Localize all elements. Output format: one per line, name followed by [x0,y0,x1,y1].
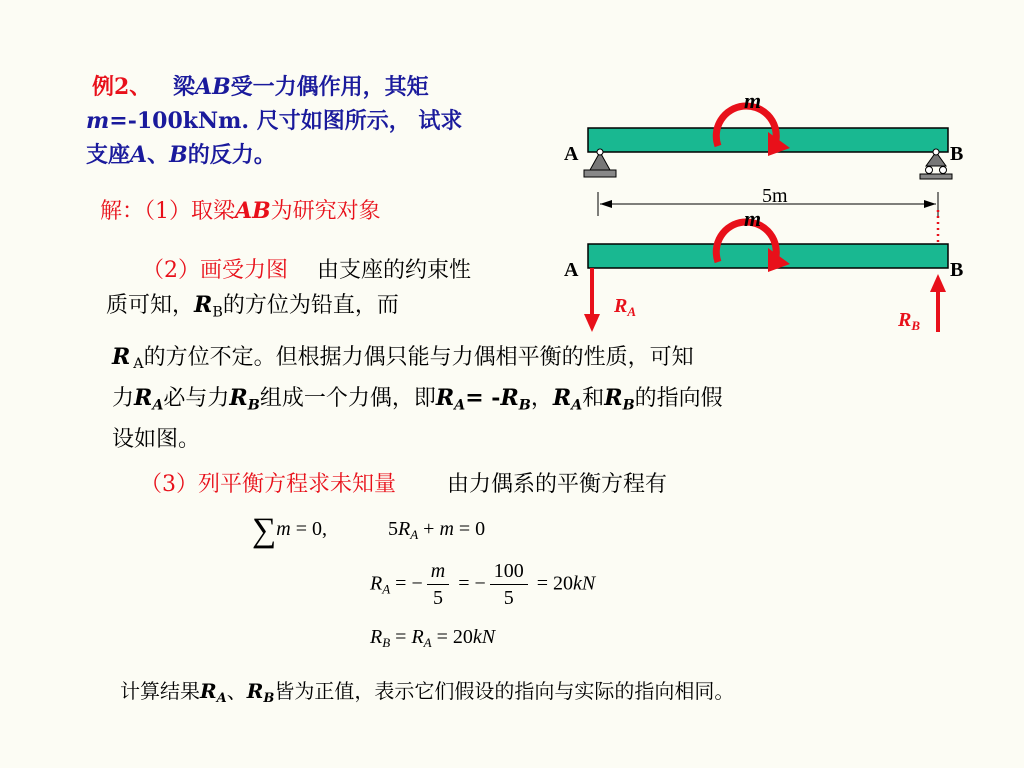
step-2-heading: （2）画受力图 [142,258,288,283]
span-label: 5m [762,185,788,207]
moment-label-top: m [744,88,762,113]
moment-label-bottom: m [744,206,762,231]
label-b-bottom: B [950,259,964,281]
label-a-top: A [564,143,579,165]
ra-subscript: A [627,304,637,319]
step-3: （3）列平衡方程求未知量 由力偶系的平衡方程有 [140,472,668,497]
beam-diagram [556,80,986,340]
problem-statement [86,70,463,172]
fraction-100-over-5: $\frac{100}{5}$ [490,560,528,610]
sigma-symbol: ∑ [252,512,277,549]
problem-line-3: 支座A、B的反力。 [86,142,276,168]
right-roller-support-icon [920,149,952,179]
step-3-heading: （3）列平衡方程求未知量 [140,472,396,497]
step-2: （2）画受力图 由支座的约束性 质可知，$R_B$的方位为铅直，而 [106,258,472,321]
explanation-paragraph: R $_A$的方位不定。但根据力偶只能与力偶相平衡的性质，可知 力$R_A$必与力$R_B$组成一个力偶，即$R_A= -R_B$，$R_A$和$R_B$的指向假 设如图。 [112,344,723,452]
step-1: 解：（1）取梁AB为研究对象 [100,198,381,224]
ra-label: R [614,295,628,317]
svg-text:RB [897,309,920,333]
fraction-m-over-5: $\frac{m}{5}$ [427,560,449,610]
top-beam-group [564,88,963,179]
label-b-top: B [950,143,964,165]
equation-moment-sum: ∑m = 0, $5R_A + m = 0$ [252,512,486,549]
equation-rb: $R_B = R_A = 20kN$ [370,626,496,650]
example-label: 例2、 [92,74,152,100]
problem-line-1: 例2、 梁AB受一力偶作用，其矩 [92,74,429,100]
rb-subscript: B [911,318,921,333]
span-dimension [598,185,938,216]
problem-line-2: m=-100kNm. 尺寸如图所示， 试求 [86,108,463,134]
equation-ra: $R_A$ = − $\frac{m}{5}$ = − $\frac{100}{5}$ = 20kN [370,560,596,609]
conclusion: 计算结果$R_A$、$R_B$皆为正值，表示它们假设的指向与实际的指向相同。 [120,679,735,706]
left-pin-support-icon [584,149,616,177]
svg-text:RA [613,295,636,319]
rb-label: R [898,309,912,331]
reaction-rb-arrow [897,274,946,333]
bottom-beam-group [564,206,963,281]
label-a-bottom: A [564,259,579,281]
reaction-ra-arrow [584,268,636,332]
